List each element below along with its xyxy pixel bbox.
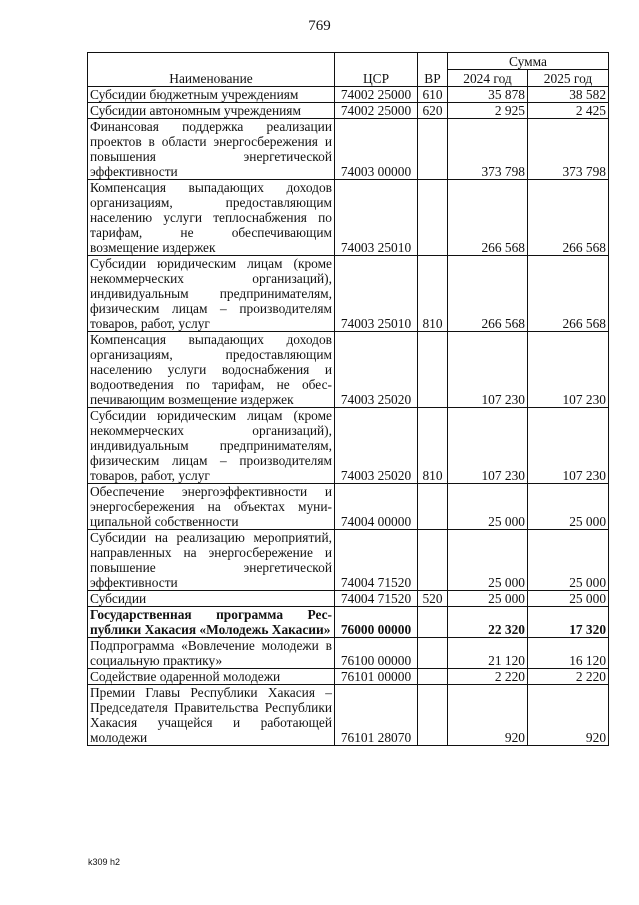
row-vr-cell: 610 bbox=[418, 87, 448, 103]
row-name-cell: Субсидии bbox=[88, 591, 335, 607]
row-csr-cell: 76101 28070 bbox=[335, 685, 418, 746]
row-name-cell: Субсидии бюджетным учреждениям bbox=[88, 87, 335, 103]
row-2024-cell: 373 798 bbox=[448, 119, 528, 180]
row-csr-cell: 74003 25010 bbox=[335, 180, 418, 256]
table-row bbox=[88, 638, 609, 669]
row-csr-cell: 74003 00000 bbox=[335, 119, 418, 180]
row-2025-cell: 16 120 bbox=[528, 638, 609, 669]
row-2024-cell: 266 568 bbox=[448, 256, 528, 332]
row-csr-cell: 74003 25020 bbox=[335, 408, 418, 484]
row-csr-cell: 74002 25000 bbox=[335, 87, 418, 103]
row-vr-cell bbox=[418, 484, 448, 530]
table-row bbox=[88, 408, 609, 484]
header-sum: Сумма bbox=[448, 53, 609, 70]
table-row bbox=[88, 484, 609, 530]
row-vr-cell: 520 bbox=[418, 591, 448, 607]
row-2024-cell: 266 568 bbox=[448, 180, 528, 256]
page-number: 769 bbox=[308, 18, 331, 34]
row-vr-cell bbox=[418, 332, 448, 408]
row-vr-cell bbox=[418, 685, 448, 746]
row-2024-cell: 35 878 bbox=[448, 87, 528, 103]
row-csr-cell: 76100 00000 bbox=[335, 638, 418, 669]
row-name-cell: Компенсация выпадающих доходов организациям, предоставляющим населению услуги теплоснабжения по тарифам, не обеспечивающим возмещение издержек bbox=[88, 180, 335, 256]
row-2025-cell: 25 000 bbox=[528, 591, 609, 607]
row-csr-cell: 76000 00000 bbox=[335, 607, 418, 638]
footer-code: k309 h2 bbox=[88, 857, 121, 867]
row-csr-cell: 76101 00000 bbox=[335, 669, 418, 685]
row-name-cell: Подпрограмма «Вовлечение молодежи в социальную практику» bbox=[88, 638, 335, 669]
row-vr-cell: 810 bbox=[418, 408, 448, 484]
row-csr-cell: 74002 25000 bbox=[335, 103, 418, 119]
row-name-cell: Субсидии на реализацию мероприятий, направленных на энергосбережение и повышение энергетической эффективности bbox=[88, 530, 335, 591]
header-year-2024: 2024 год bbox=[448, 70, 528, 87]
row-2024-cell: 107 230 bbox=[448, 408, 528, 484]
table-row bbox=[88, 530, 609, 591]
table-row bbox=[88, 685, 609, 746]
row-2025-cell: 107 230 bbox=[528, 332, 609, 408]
row-name-cell: Обеспечение энергоэффективности и энергосбережения на объектах муниципальной собственности bbox=[88, 484, 335, 530]
row-vr-cell bbox=[418, 180, 448, 256]
table-row bbox=[88, 119, 609, 180]
row-2024-cell: 25 000 bbox=[448, 484, 528, 530]
row-vr-cell bbox=[418, 638, 448, 669]
row-2024-cell: 22 320 bbox=[448, 607, 528, 638]
header-name: Наименование bbox=[88, 53, 335, 87]
row-2024-cell: 25 000 bbox=[448, 591, 528, 607]
row-vr-cell: 810 bbox=[418, 256, 448, 332]
row-vr-cell bbox=[418, 607, 448, 638]
row-2025-cell: 266 568 bbox=[528, 180, 609, 256]
row-2024-cell: 920 bbox=[448, 685, 528, 746]
row-2024-cell: 2 925 bbox=[448, 103, 528, 119]
row-csr-cell: 74003 25020 bbox=[335, 332, 418, 408]
row-2024-cell: 21 120 bbox=[448, 638, 528, 669]
header-year-2025: 2025 год bbox=[528, 70, 609, 87]
row-2024-cell: 107 230 bbox=[448, 332, 528, 408]
row-name-cell: Финансовая поддержка реализации проектов в области энергосбережения и повышения энергетической эффективности bbox=[88, 119, 335, 180]
table-row bbox=[88, 87, 609, 103]
row-name-cell: Субсидии юридическим лицам (кроме некоммерческих организаций), индивидуальным предпринимателям, физическим лицам – производителям товаров, работ, услуг bbox=[88, 408, 335, 484]
table-body bbox=[88, 87, 609, 746]
row-2025-cell: 266 568 bbox=[528, 256, 609, 332]
row-2025-cell: 25 000 bbox=[528, 530, 609, 591]
row-2025-cell: 38 582 bbox=[528, 87, 609, 103]
table-row bbox=[88, 607, 609, 638]
table-row bbox=[88, 103, 609, 119]
row-name-cell: Государственная программа Республики Хакасия «Молодежь Хакасии» bbox=[88, 607, 335, 638]
table-row bbox=[88, 180, 609, 256]
row-csr-cell: 74003 25010 bbox=[335, 256, 418, 332]
row-name-cell: Содействие одаренной молодежи bbox=[88, 669, 335, 685]
row-2024-cell: 2 220 bbox=[448, 669, 528, 685]
row-vr-cell bbox=[418, 669, 448, 685]
row-csr-cell: 74004 71520 bbox=[335, 591, 418, 607]
row-2025-cell: 25 000 bbox=[528, 484, 609, 530]
table-row bbox=[88, 332, 609, 408]
row-2025-cell: 2 220 bbox=[528, 669, 609, 685]
row-csr-cell: 74004 00000 bbox=[335, 484, 418, 530]
table-row bbox=[88, 669, 609, 685]
row-2025-cell: 2 425 bbox=[528, 103, 609, 119]
header-vr: ВР bbox=[418, 53, 448, 87]
row-2025-cell: 17 320 bbox=[528, 607, 609, 638]
table-row bbox=[88, 591, 609, 607]
row-2025-cell: 373 798 bbox=[528, 119, 609, 180]
row-name-cell: Компенсация выпадающих доходов организациям, предоставляющим населению услуги водоснабжения и водоотведения по тарифам, не обеспечивающим возмещение издержек bbox=[88, 332, 335, 408]
row-2024-cell: 25 000 bbox=[448, 530, 528, 591]
table-header bbox=[88, 53, 609, 87]
row-name-cell: Субсидии автономным учреждениям bbox=[88, 103, 335, 119]
row-vr-cell bbox=[418, 530, 448, 591]
row-name-cell: Премии Главы Республики Хакасия – Председателя Правительства Республики Хакасия учащейся и работающей молодежи bbox=[88, 685, 335, 746]
table-row bbox=[88, 256, 609, 332]
row-2025-cell: 107 230 bbox=[528, 408, 609, 484]
budget-table bbox=[87, 52, 609, 746]
row-csr-cell: 74004 71520 bbox=[335, 530, 418, 591]
row-vr-cell bbox=[418, 119, 448, 180]
row-name-cell: Субсидии юридическим лицам (кроме некоммерческих организаций), индивидуальным предпринимателям, физическим лицам – производителям товаров, работ, услуг bbox=[88, 256, 335, 332]
row-vr-cell: 620 bbox=[418, 103, 448, 119]
row-2025-cell: 920 bbox=[528, 685, 609, 746]
header-csr: ЦСР bbox=[335, 53, 418, 87]
